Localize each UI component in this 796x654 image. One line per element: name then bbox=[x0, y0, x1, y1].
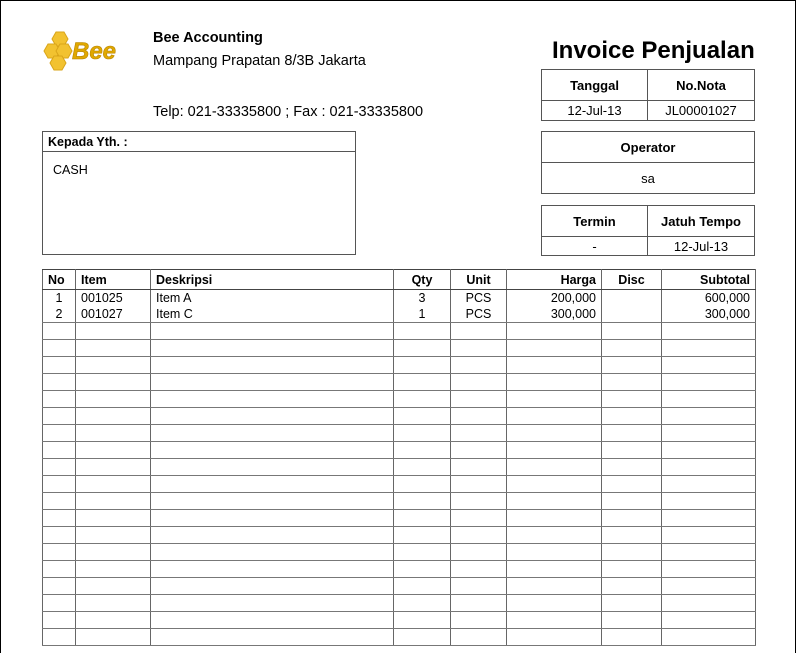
empty-cell bbox=[151, 544, 394, 561]
empty-table-row bbox=[43, 391, 756, 408]
date-value: 12-Jul-13 bbox=[542, 101, 648, 120]
empty-cell bbox=[602, 340, 662, 357]
empty-cell bbox=[43, 595, 76, 612]
term-value: - bbox=[542, 237, 648, 255]
empty-cell bbox=[76, 561, 151, 578]
date-label: Tanggal bbox=[542, 70, 648, 101]
col-header-desc: Deskripsi bbox=[151, 270, 394, 290]
empty-cell bbox=[602, 442, 662, 459]
empty-cell bbox=[451, 442, 507, 459]
empty-cell bbox=[662, 442, 756, 459]
empty-cell bbox=[507, 612, 602, 629]
empty-cell bbox=[151, 510, 394, 527]
empty-cell bbox=[151, 357, 394, 374]
table-header-row bbox=[43, 270, 756, 290]
empty-cell bbox=[507, 476, 602, 493]
empty-cell bbox=[394, 442, 451, 459]
empty-cell bbox=[662, 510, 756, 527]
empty-cell bbox=[662, 612, 756, 629]
invoice-date-number-box bbox=[541, 69, 755, 121]
empty-cell bbox=[151, 476, 394, 493]
empty-cell bbox=[151, 578, 394, 595]
empty-cell bbox=[43, 544, 76, 561]
empty-cell bbox=[151, 459, 394, 476]
empty-cell bbox=[602, 425, 662, 442]
number-value: JL00001027 bbox=[665, 103, 737, 118]
empty-table-row bbox=[43, 493, 756, 510]
empty-cell bbox=[602, 391, 662, 408]
empty-table-row bbox=[43, 561, 756, 578]
empty-cell bbox=[451, 408, 507, 425]
empty-cell bbox=[507, 459, 602, 476]
empty-table-row bbox=[43, 476, 756, 493]
empty-cell bbox=[43, 459, 76, 476]
row-unit: PCS bbox=[451, 290, 507, 307]
empty-cell bbox=[43, 578, 76, 595]
col-header-price: Harga bbox=[507, 270, 602, 290]
empty-cell bbox=[394, 476, 451, 493]
empty-cell bbox=[394, 510, 451, 527]
empty-cell bbox=[507, 544, 602, 561]
empty-cell bbox=[76, 357, 151, 374]
col-header-unit: Unit bbox=[451, 270, 507, 290]
empty-cell bbox=[507, 629, 602, 646]
empty-cell bbox=[43, 340, 76, 357]
empty-cell bbox=[602, 629, 662, 646]
empty-table-row bbox=[43, 578, 756, 595]
empty-cell bbox=[76, 595, 151, 612]
empty-cell bbox=[76, 374, 151, 391]
col-header-subtotal: Subtotal bbox=[662, 270, 756, 290]
empty-cell bbox=[451, 323, 507, 340]
empty-table-row bbox=[43, 544, 756, 561]
col-header-item: Item bbox=[76, 270, 151, 290]
empty-cell bbox=[151, 425, 394, 442]
empty-cell bbox=[451, 459, 507, 476]
recipient-box bbox=[42, 131, 356, 255]
empty-cell bbox=[151, 527, 394, 544]
empty-cell bbox=[394, 459, 451, 476]
empty-cell bbox=[76, 493, 151, 510]
empty-cell bbox=[76, 340, 151, 357]
empty-cell bbox=[662, 595, 756, 612]
empty-cell bbox=[451, 476, 507, 493]
empty-cell bbox=[151, 391, 394, 408]
empty-cell bbox=[662, 374, 756, 391]
bee-logo bbox=[42, 28, 138, 72]
empty-cell bbox=[662, 629, 756, 646]
empty-cell bbox=[394, 612, 451, 629]
empty-cell bbox=[76, 629, 151, 646]
empty-cell bbox=[507, 340, 602, 357]
col-header-disc: Disc bbox=[602, 270, 662, 290]
empty-table-row bbox=[43, 527, 756, 544]
empty-cell bbox=[602, 544, 662, 561]
empty-cell bbox=[507, 357, 602, 374]
empty-cell bbox=[662, 527, 756, 544]
empty-cell bbox=[43, 391, 76, 408]
empty-cell bbox=[76, 408, 151, 425]
empty-cell bbox=[43, 374, 76, 391]
empty-table-row bbox=[43, 595, 756, 612]
empty-cell bbox=[507, 374, 602, 391]
empty-cell bbox=[507, 425, 602, 442]
empty-cell bbox=[507, 442, 602, 459]
empty-cell bbox=[394, 629, 451, 646]
empty-table-row bbox=[43, 374, 756, 391]
empty-cell bbox=[602, 357, 662, 374]
col-header-qty: Qty bbox=[394, 270, 451, 290]
empty-cell bbox=[507, 561, 602, 578]
empty-cell bbox=[451, 629, 507, 646]
row-disc bbox=[602, 306, 662, 323]
company-phone-fax: Telp: 021-33335800 ; Fax : 021-33335800 bbox=[153, 104, 424, 120]
logo-text: Bee bbox=[72, 38, 117, 65]
empty-table-row bbox=[43, 442, 756, 459]
empty-cell bbox=[394, 323, 451, 340]
empty-cell bbox=[394, 578, 451, 595]
empty-cell bbox=[451, 595, 507, 612]
empty-cell bbox=[451, 578, 507, 595]
empty-cell bbox=[451, 544, 507, 561]
empty-cell bbox=[151, 595, 394, 612]
empty-cell bbox=[662, 357, 756, 374]
empty-cell bbox=[602, 459, 662, 476]
empty-cell bbox=[662, 476, 756, 493]
empty-cell bbox=[76, 323, 151, 340]
empty-cell bbox=[451, 561, 507, 578]
empty-cell bbox=[507, 595, 602, 612]
empty-table-row bbox=[43, 510, 756, 527]
empty-cell bbox=[662, 323, 756, 340]
empty-cell bbox=[76, 459, 151, 476]
empty-cell bbox=[43, 408, 76, 425]
empty-cell bbox=[76, 476, 151, 493]
empty-cell bbox=[151, 442, 394, 459]
empty-cell bbox=[43, 612, 76, 629]
empty-cell bbox=[602, 561, 662, 578]
row-no: 2 bbox=[43, 306, 76, 323]
operator-box bbox=[541, 131, 755, 194]
empty-cell bbox=[151, 323, 394, 340]
empty-cell bbox=[602, 510, 662, 527]
empty-cell bbox=[43, 442, 76, 459]
term-due-box bbox=[541, 205, 755, 256]
company-name: Bee Accounting bbox=[153, 30, 263, 46]
number-label: No.Nota bbox=[648, 70, 754, 101]
empty-cell bbox=[394, 561, 451, 578]
empty-cell bbox=[394, 544, 451, 561]
empty-table-row bbox=[43, 340, 756, 357]
empty-cell bbox=[602, 527, 662, 544]
row-item: 001027 bbox=[76, 306, 151, 323]
empty-cell bbox=[151, 340, 394, 357]
row-disc bbox=[602, 290, 662, 307]
empty-cell bbox=[43, 527, 76, 544]
empty-cell bbox=[151, 629, 394, 646]
empty-cell bbox=[507, 323, 602, 340]
company-address: Mampang Prapatan 8/3B Jakarta bbox=[153, 53, 366, 69]
empty-cell bbox=[151, 493, 394, 510]
empty-table-row bbox=[43, 612, 756, 629]
empty-cell bbox=[507, 391, 602, 408]
empty-cell bbox=[507, 527, 602, 544]
due-value: 12-Jul-13 bbox=[673, 238, 729, 254]
empty-cell bbox=[43, 493, 76, 510]
row-no: 1 bbox=[43, 290, 76, 307]
empty-cell bbox=[394, 595, 451, 612]
empty-cell bbox=[507, 510, 602, 527]
empty-cell bbox=[662, 578, 756, 595]
empty-cell bbox=[602, 374, 662, 391]
row-qty: 3 bbox=[394, 290, 451, 307]
empty-rows bbox=[43, 323, 756, 646]
empty-cell bbox=[76, 442, 151, 459]
empty-cell bbox=[394, 408, 451, 425]
empty-cell bbox=[394, 425, 451, 442]
recipient-value: CASH bbox=[53, 163, 88, 177]
empty-cell bbox=[451, 340, 507, 357]
operator-value: sa bbox=[641, 170, 655, 186]
invoice-title: Invoice Penjualan bbox=[552, 37, 755, 64]
empty-cell bbox=[451, 527, 507, 544]
row-subtotal: 600,000 bbox=[662, 290, 756, 307]
row-price: 200,000 bbox=[507, 290, 602, 307]
empty-cell bbox=[43, 561, 76, 578]
empty-cell bbox=[151, 408, 394, 425]
empty-cell bbox=[662, 544, 756, 561]
empty-table-row bbox=[43, 629, 756, 646]
empty-table-row bbox=[43, 425, 756, 442]
empty-cell bbox=[662, 391, 756, 408]
empty-cell bbox=[76, 510, 151, 527]
empty-cell bbox=[602, 595, 662, 612]
operator-label: Operator bbox=[542, 132, 754, 163]
table-row bbox=[43, 290, 756, 307]
empty-table-row bbox=[43, 459, 756, 476]
row-unit: PCS bbox=[451, 306, 507, 323]
empty-cell bbox=[451, 425, 507, 442]
empty-cell bbox=[662, 493, 756, 510]
empty-cell bbox=[76, 612, 151, 629]
empty-table-row bbox=[43, 408, 756, 425]
empty-cell bbox=[394, 357, 451, 374]
empty-cell bbox=[602, 612, 662, 629]
empty-cell bbox=[451, 357, 507, 374]
empty-cell bbox=[451, 374, 507, 391]
recipient-label: Kepada Yth. : bbox=[43, 132, 355, 152]
empty-cell bbox=[507, 408, 602, 425]
empty-cell bbox=[451, 510, 507, 527]
empty-cell bbox=[602, 323, 662, 340]
empty-cell bbox=[662, 459, 756, 476]
empty-cell bbox=[602, 408, 662, 425]
empty-cell bbox=[43, 323, 76, 340]
empty-cell bbox=[43, 510, 76, 527]
empty-cell bbox=[394, 493, 451, 510]
row-price: 300,000 bbox=[507, 306, 602, 323]
row-subtotal: 300,000 bbox=[662, 306, 756, 323]
empty-cell bbox=[43, 357, 76, 374]
empty-cell bbox=[76, 527, 151, 544]
empty-cell bbox=[662, 425, 756, 442]
empty-cell bbox=[43, 425, 76, 442]
row-desc: Item C bbox=[151, 306, 394, 323]
due-label: Jatuh Tempo bbox=[648, 206, 754, 237]
empty-cell bbox=[76, 425, 151, 442]
col-header-no: No bbox=[43, 270, 76, 290]
term-label: Termin bbox=[542, 206, 648, 237]
empty-cell bbox=[394, 527, 451, 544]
empty-cell bbox=[151, 612, 394, 629]
empty-cell bbox=[151, 561, 394, 578]
empty-cell bbox=[43, 629, 76, 646]
empty-cell bbox=[507, 493, 602, 510]
row-desc: Item A bbox=[151, 290, 394, 307]
empty-cell bbox=[76, 391, 151, 408]
empty-cell bbox=[451, 612, 507, 629]
empty-cell bbox=[662, 340, 756, 357]
row-item: 001025 bbox=[76, 290, 151, 307]
empty-cell bbox=[451, 493, 507, 510]
empty-cell bbox=[602, 578, 662, 595]
row-qty: 1 bbox=[394, 306, 451, 323]
empty-cell bbox=[662, 408, 756, 425]
empty-cell bbox=[151, 374, 394, 391]
empty-cell bbox=[394, 391, 451, 408]
empty-cell bbox=[76, 578, 151, 595]
empty-cell bbox=[602, 476, 662, 493]
empty-table-row bbox=[43, 323, 756, 340]
invoice-items-table bbox=[42, 269, 756, 646]
empty-cell bbox=[76, 544, 151, 561]
empty-cell bbox=[602, 493, 662, 510]
empty-cell bbox=[43, 476, 76, 493]
empty-cell bbox=[394, 340, 451, 357]
empty-cell bbox=[394, 374, 451, 391]
table-row bbox=[43, 306, 756, 323]
empty-cell bbox=[662, 561, 756, 578]
empty-table-row bbox=[43, 357, 756, 374]
empty-cell bbox=[451, 391, 507, 408]
empty-cell bbox=[507, 578, 602, 595]
